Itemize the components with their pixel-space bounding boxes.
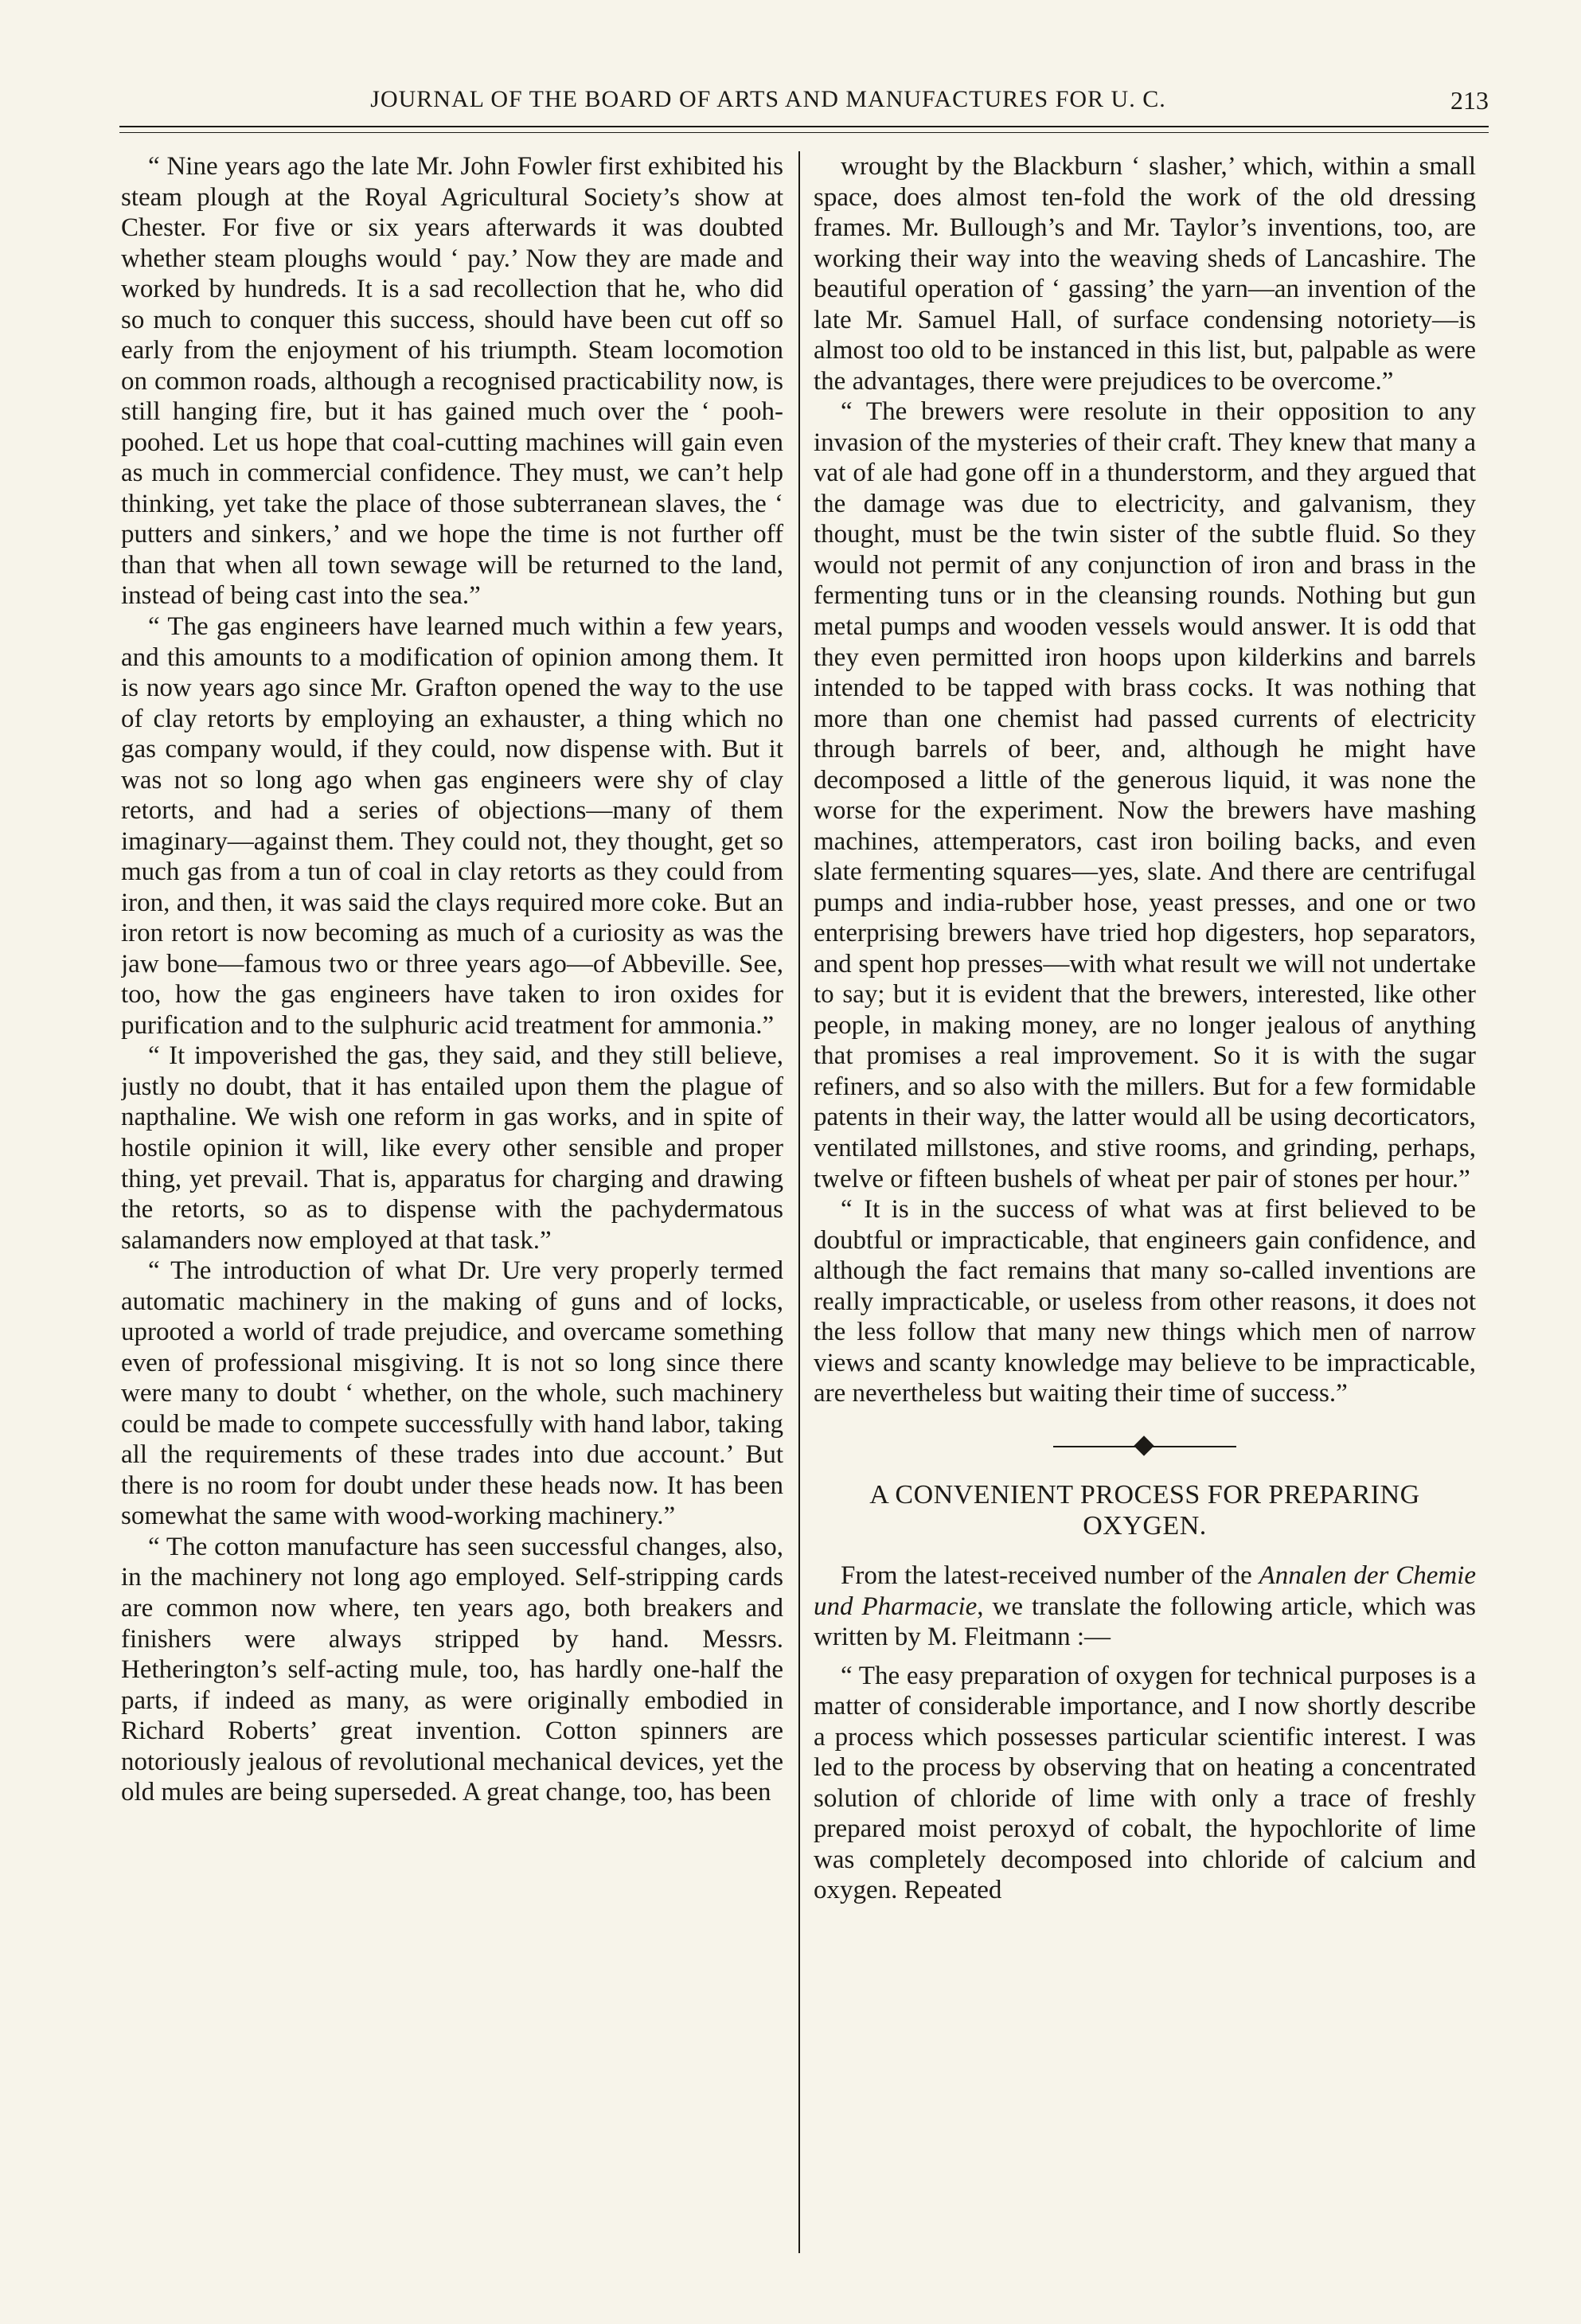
page-number: 213 [1450,86,1489,115]
intro-text-before: From the latest-received number of the [841,1560,1259,1590]
paragraph-blackburn-slasher: wrought by the Blackburn ‘ slasher,’ which, within a small space, does almost ten-fold the work of the old dressing frames. Mr. Bullough’s and Mr. Taylor’s inventions, too, are working their way into the weaving sheds of Lancashire. The beautiful operation of ‘ gassing’ the yarn—an invention of the late Mr. Samuel Hall, of surface condensing notoriety—is almost too old to be instanced in this list, but, palpable as were the advantages, there were prejudices to be overcome.” [814,152,1476,396]
paragraph-napthaline: “ It impoverished the gas, they said, and they still believe, justly no doubt, that it has entailed upon them the plague of napthaline. We wish one reform in gas works, and in spite of hostile opinion it will, like every other sensible and proper thing, yet prevail. That is, apparatus for charging and drawing the retorts, so as to dispense with the pachydermatous salamanders now employed at that task.” [121,1041,783,1255]
paragraph-success: “ It is in the success of what was at first believed to be doubtful or impracticable, that engineers gain confidence, and although the fact remains that many so-called inventions are really impracticable, or useless from other reasons, it does not the less follow that many new things which men of narrow views and scanty knowledge may believe to be impracticable, are nevertheless but waiting their time of success.” [814,1195,1476,1408]
section-divider-ornament [1053,1436,1236,1457]
header-rule-thin [119,132,1489,133]
diamond-icon [1134,1435,1154,1455]
running-title: JOURNAL OF THE BOARD OF ARTS AND MANUFACTURES FOR U. C. [370,86,1166,112]
intro-text-after: , we translate the following article, which was written by M. Fleitmann :— [814,1592,1476,1652]
column-divider [798,151,800,2253]
paragraph-cotton-manufacture: “ The cotton manufacture has seen successful changes, also, in the machinery not long ago employed. Self-stripping cards are common now where, ten years ago, both breakers and finishers were always stripped by hand. Messrs. Hetherington’s self-acting mule, too, has hardly one-half the parts, if indeed as many, as were originally embodied in Richard Roberts’ great invention. Cotton spinners are notoriously jealous of revolutional mechanical devices, yet the old mules are being superseded. A great change, too, has been [121,1532,783,1807]
article-title: A CONVENIENT PROCESS FOR PREPARING OXYGEN. [869,1479,1420,1541]
right-column [814,151,1476,2253]
page-header [119,86,1489,126]
paragraph-oxygen-preparation: “ The easy preparation of oxygen for technical purposes is a matter of considerable importance, and I now shortly describe a process which possesses particular scientific interest. I was led to the process by observing that on heating a concentrated solution of chloride of lime with only a trace of freshly prepared moist peroxyd of cobalt, the hypochlorite of lime was completely decomposed into chloride of calcium and oxygen. Repeated [814,1661,1476,1905]
article-intro [814,1560,1476,1653]
journal-name: Annalen der Chemie und Pharmacie [814,1560,1476,1621]
paragraph-fowler: “ Nine years ago the late Mr. John Fowler first exhibited his steam plough at the Royal Agricultural Society’s show at Chester. For five or six years afterwards it was doubted whether steam ploughs would ‘ pay.’ Now they are made and worked by hundreds. It is a sad recollection that he, who did so much to conquer this success, should have been cut off so early from the enjoyment of his triumpth. Steam locomotion on common roads, although a recognised practicability now, is still hanging fire, but it has gained much over the ‘ pooh-poohed. Let us hope that coal-cutting machines will gain even as much in commercial confidence. They must, we can’t help thinking, yet take the place of those subterranean slaves, the ‘ putters and sinkers,’ and we hope the time is not further off than that when all town sewage will be returned to the land, instead of being cast into the sea.” [121,152,783,611]
paragraph-brewers: “ The brewers were resolute in their opposition to any invasion of the mysteries of their craft. They knew that many a vat of ale had gone off in a thunderstorm, and they argued that the damage was due to electricity, and galvanism, they thought, must be the twin sister of the subtle fluid. So they would not permit of any conjunction of iron and brass in the fermenting tuns or in the cleansing rounds. Nothing but gun metal pumps and wooden vessels would answer. It is odd that they even permitted iron hoops upon kilderkins and barrels intended to be tapped with brass cocks. It was nothing that more than one chemist had passed currents of electricity through barrels of beer, and, although he might have decomposed a little of the generous liquid, it was none the worse for the experiment. Now the brewers have mashing machines, attemperators, cast iron boiling backs, and even slate fermenting squares—yes, slate. And there are centrifugal pumps and india-rubber hose, yeast presses, and one or two enterprising brewers have tried hop digesters, hop separators, and spent hop presses—with what result we will not undertake to say; but it is evident that the brewers, interested, like other people, in making money, are no longer jealous of anything that promises a real improvement. So it is with the sugar refiners, and so also with the millers. But for a few formidable patents in their way, the latter would all be using decorticators, ventilated millstones, and stive rooms, and grinding, perhaps, twelve or fifteen bushels of wheat per pair of stones per hour.” [814,397,1476,1193]
header-rule-thick [119,126,1489,127]
paragraph-gas-engineers: “ The gas engineers have learned much within a few years, and this amounts to a modification of opinion among them. It is now years ago since Mr. Grafton opened the way to the use of clay retorts by employing an exhauster, a thing which no gas company would, if they could, now dispense with. But it was not so long ago when gas engineers were shy of clay retorts, and had a series of objections—many of them imaginary—against them. They could not, they thought, get so much gas from a tun of coal in clay retorts as they could from iron, and then, it was said the clays required more coke. But an iron retort is now becoming as much of a curiosity as was the jaw bone—famous two or three years ago—of Abbeville. See, too, how the gas engineers have taken to iron oxides for purification and to the sulphuric acid treatment for ammonia.” [121,611,783,1040]
left-column [121,151,783,2253]
paragraph-automatic-machinery: “ The introduction of what Dr. Ure very properly termed automatic machinery in the making of guns and of locks, uprooted a world of trade prejudice, and overcame something even of professional misgiving. It is not so long since there were many to doubt ‘ whether, on the whole, such machinery could be made to compete successfully with hand labor, taking all the requirements of these trades into due account.’ But there is no room for doubt under these heads now. It has been somewhat the same with wood-working machinery.” [121,1256,783,1531]
